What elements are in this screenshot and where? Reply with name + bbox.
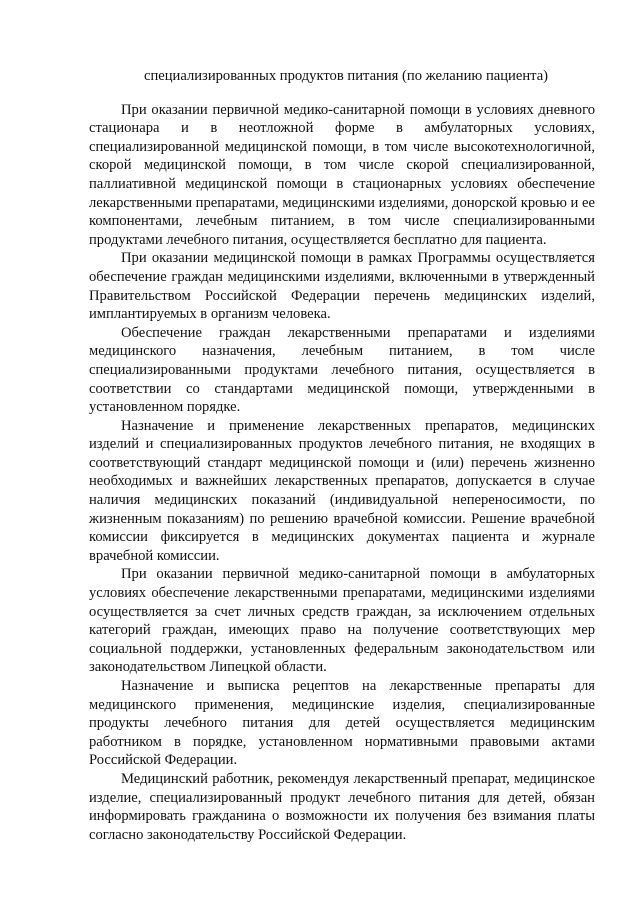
paragraph-outpatient-provision: При оказании первичной медико-санитарной помощи в амбулаторных условиях обеспечение лекарственными препаратами, медицинскими изделиями осуществляется за счет личных средств граждан, за исключением отдельных категорий граждан, имеющих право на получение соответствующих мер социальной поддержки, установленных федеральным законодательством или законодательством Липецкой области. <box>89 566 595 676</box>
paragraph-medical-commission: Назначение и применение лекарственных препаратов, медицинских изделий и специализированных продуктов лечебного питания, не входящих в соответствующий стандарт медицинской помощи и (или) перечень жизненно необходимых и важнейших лекарственных препаратов, допускается в случае наличия медицинских показаний (индивидуальной непереносимости, по жизненным показаниям) по решению врачебной комиссии. Решение врачебной комиссии фиксируется в медицинских документах пациента и журнале врачебной комиссии. <box>89 417 595 564</box>
paragraph-informing-patient: Медицинский работник, рекомендуя лекарственный препарат, медицинское изделие, специализированный продукт лечебного питания для детей, обязан информировать гражданина о возможности их получения без взимания платы согласно законодательству Российской Федерации. <box>89 770 595 843</box>
document-page <box>89 67 595 844</box>
paragraph-free-provision: При оказании первичной медико-санитарной помощи в условиях дневного стационара и в неотложной форме в амбулаторных условиях, специализированной медицинской помощи, в том числе высокотехнологичной, скорой медицинской помощи, в том числе скорой специализированной, паллиативной медицинской помощи в стационарных условиях обеспечение лекарственными препаратами, медицинскими изделиями, донорской кровью и ее компонентами, лечебным питанием, в том числе специализированными продуктами лечебного питания, осуществляется бесплатно для пациента. <box>89 101 595 248</box>
section-heading: специализированных продуктов питания (по желанию пациента) <box>143 68 549 84</box>
paragraph-standards: Обеспечение граждан лекарственными препаратами и изделиями медицинского назначения, лечебным питанием, в том числе специализированными продуктами лечебного питания, осуществляется в соответствии со стандартами медицинской помощи, утвержденными в установленном порядке. <box>89 324 595 416</box>
paragraph-implantable-devices: При оказании медицинской помощи в рамках Программы осуществляется обеспечение граждан медицинскими изделиями, включенными в утвержденный Правительством Российской Федерации перечень медицинских изделий, имплантируемых в организм человека. <box>89 250 595 323</box>
paragraph-prescriptions: Назначение и выписка рецептов на лекарственные препараты для медицинского применения, медицинские изделия, специализированные продукты лечебного питания для детей осуществляется медицинским работником в порядке, установленном нормативными правовыми актами Российской Федерации. <box>89 678 595 769</box>
